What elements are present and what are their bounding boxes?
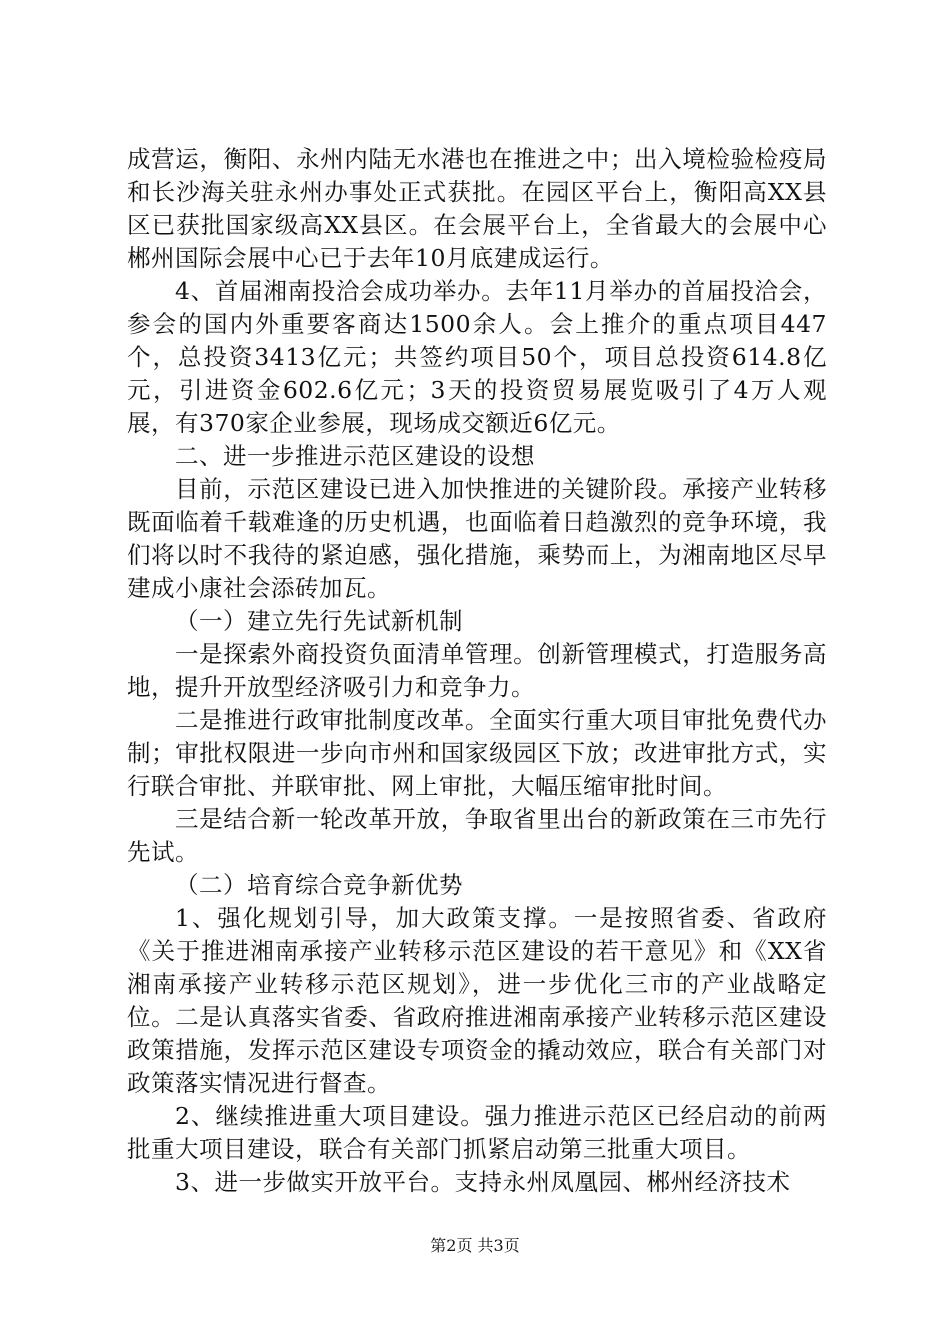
subsection-heading-1: （一）建立先行先试新机制: [175, 607, 463, 635]
page-footer: 第2页 共3页: [430, 1236, 520, 1255]
paragraph-item-3: 三是结合新一轮改革开放，争取省里出台的新政策在三市先行先试。: [127, 805, 827, 866]
paragraph-open-platform: 3、进一步做实开放平台。支持永州凤凰园、郴州经济技术: [175, 1168, 791, 1196]
paragraph-current-stage: 目前，示范区建设已进入加快推进的关键阶段。承接产业转移既面临着千载难逢的历史机遇，也面临着日趋激烈的竞争环境，我们将以时不我待的紧迫感，强化措施，乘势而上，为湘南地区尽早建成小康社会添砖加瓦。: [127, 475, 827, 602]
paragraph-continuation: 成营运，衡阳、永州内陆无水港也在推进之中；出入境检验检疫局和长沙海关驻永州办事处正式获批。在园区平台上，衡阳高XX县区已获批国家级高XX县区。在会展平台上，全省最大的会展中心郴州国际会展中心已于去年10月底建成运行。: [127, 145, 827, 272]
paragraph-item-2: 二是推进行政审批制度改革。全面实行重大项目审批免费代办制；审批权限进一步向市州和国家级园区下放；改进审批方式，实行联合审批、并联审批、网上审批，大幅压缩审批时间。: [127, 706, 827, 800]
paragraph-item-1: 一是探索外商投资负面清单管理。创新管理模式，打造服务高地，提升开放型经济吸引力和竞争力。: [127, 640, 827, 701]
subsection-heading-2: （二）培育综合竞争新优势: [175, 871, 463, 899]
document-body: [127, 143, 827, 1199]
paragraph-expo-summary: 4、首届湘南投洽会成功举办。去年11月举办的首届投洽会，参会的国内外重要客商达1500余人。会上推介的重点项目447个，总投资3413亿元；共签约项目50个，项目总投资614.8亿元，引进资金602.6亿元；3天的投资贸易展览吸引了4万人观展，有370家企业参展，现场成交额近6亿元。: [127, 277, 827, 437]
paragraph-planning: 1、强化规划引导，加大政策支撑。一是按照省委、省政府《关于推进湘南承接产业转移示范区建设的若干意见》和《XX省湘南承接产业转移示范区规划》，进一步优化三市的产业战略定位。二是认真落实省委、省政府推进湘南承接产业转移示范区建设政策措施，发挥示范区建设专项资金的撬动效应，联合有关部门对政策落实情况进行督查。: [127, 904, 827, 1097]
section-heading-2: 二、进一步推进示范区建设的设想: [175, 442, 535, 470]
paragraph-major-projects: 2、继续推进重大项目建设。强力推进示范区已经启动的前两批重大项目建设，联合有关部门抓紧启动第三批重大项目。: [127, 1102, 827, 1163]
